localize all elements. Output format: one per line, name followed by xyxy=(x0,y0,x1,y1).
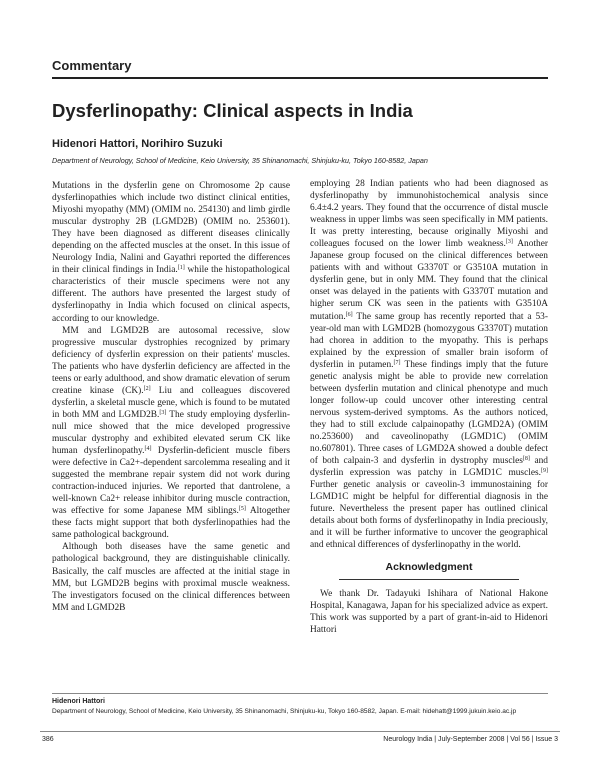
page-number: 386 xyxy=(42,736,54,743)
paragraph: MM and LGMD2B are autosomal recessive, slow progressive muscular dystrophies recognized by primary deficiency of dysferlin expression on their patients' muscles. The patients who have dysferlin deficiency are affected in the teens or early adulthood, and show dramatic elevation of serum creatine kinase (CK).[2] Liu and colleagues discovered dysferlin, a skeletal muscle gene, which is found to be mutated in both MM and LGMD2B.[3] The study employing dysferlin-null mice showed that the mice developed progressive muscular dystrophy and exhibited elevated serum CK like human dysferlinopathy.[4] Dysferlin-deficient muscle fibers were defective in Ca2+-dependent sarcolemma resealing and it suggested the membrane repair system did not work during contraction-induced injuries. We reported that dantrolene, a well-known Ca2+ release inhibitor during muscle contraction, was effective for some Japanese MM siblings.[5] Altogether these facts might support that both dysferlinopathies had the same pathological background. xyxy=(52,325,291,541)
paragraph: Although both diseases have the same genetic and pathological background, they are distinguishable clinically. Basically, the calf muscles are affected at the initial stage in MM, but LGMD2B begins with proximal muscle weakness. The investigators focused on the clinical differences between MM and LGMD2B xyxy=(52,542,290,613)
footer-rule xyxy=(40,731,560,732)
correspondence-rule xyxy=(52,693,548,694)
correspondence-name: Hidenori Hattori xyxy=(52,698,105,705)
correspondence-address: Department of Neurology, School of Medicine, Keio University, 35 Shinanomachi, Shinjuku-ku, Tokyo 160-8582, Japan. E-mail: hidehatt@1999.jukuin.keio.ac.jp xyxy=(52,708,517,715)
journal-info: Neurology India | July-September 2008 | Vol 56 | Issue 3 xyxy=(383,736,558,743)
author-list: Hidenori Hattori, Norihiro Suzuki xyxy=(52,138,223,150)
acknowledgment-heading: Acknowledgment xyxy=(339,561,519,579)
article-title: Dysferlinopathy: Clinical aspects in India xyxy=(52,100,413,121)
left-column xyxy=(52,180,290,614)
right-column xyxy=(310,178,548,636)
header-rule xyxy=(52,77,548,79)
paragraph: Mutations in the dysferlin gene on Chromosome 2p cause dysferlinopathies which include two distinct clinical entities, Miyoshi myopathy (MM) (OMIM no. 254130) and limb girdle muscular dystrophy 2B (LGMD2B) (OMIM no. 253601). They have been diagnosed as different diseases clinically depending on the affected muscles at the onset. In this issue of Neurology India, Nalini and Gayathri reported the differences in their clinical findings in India.[1] while the histopathological characteristics of their muscle specimens were not any different. The authors have presented the largest study of dysferlinopathy in India which focused on clinical aspects, according to our knowledge. xyxy=(52,181,290,324)
section-label: Commentary xyxy=(52,58,132,73)
paragraph: employing 28 Indian patients who had been diagnosed as dysferlinopathy by immunohistochemical analysis since 6.4±4.2 years. They found that the occurrence of distal muscle weakness in upper limbs was seen specifically in MM patients. It was pretty interesting, because originally Miyoshi and colleagues focused on the lower limb weakness.[3] Another Japanese group focused on the clinical differences between patients with and without G3370T or G3510A mutation in dysferlin gene, but in only MM. They found that the clinical onset was delayed in the patients with G3370T mutation and higher serum CK was seen in the patients with G3510A mutation.[6] The same group has recently reported that a 53-year-old man with LGMD2B (homozygous G3370T) mutation had chorea in addition to the myopathy. This is perhaps explained by the expression of smaller brain isoform of dysferlin in putamen.[7] These findings imply that the future genetic analysis might be able to provide new correlation between dysferlin mutation and clinical phenotype and much longer follow-up could uncover other interesting central nervous system-derived symptoms. As the authors noticed, they had to still exclude calpainopathy (LGMD2A) (OMIM no.253600) and caveolinopathy (LGMD1C) (OMIM no.607801). Three cases of LGMD2A showed a double defect of both calpain-3 and dysferlin in dystrophy muscles[8] and dysferlin expression was patchy in LGMD1C muscles.[9] Further genetic analysis or caveolin-3 immunostaining for LGMD1C might be helpful for differential diagnosis in the future. Nevertheless the present paper has outlined clinical details about both forms of dysferlinopathy in India preciously, and it will be further informative to uncover the geographical and ethnical differences of dysferlinopathy in the world. xyxy=(310,179,549,551)
author-affiliation: Department of Neurology, School of Medicine, Keio University, 35 Shinanomachi, Shinjuku-ku, Tokyo 160-8582, Japan xyxy=(52,156,428,165)
acknowledgment-text: We thank Dr. Tadayuki Ishihara of National Hakone Hospital, Kanagawa, Japan for his specialized advice as expert. This work was supported by a part of grant-in-aid to Hidenori Hattori xyxy=(310,588,548,635)
